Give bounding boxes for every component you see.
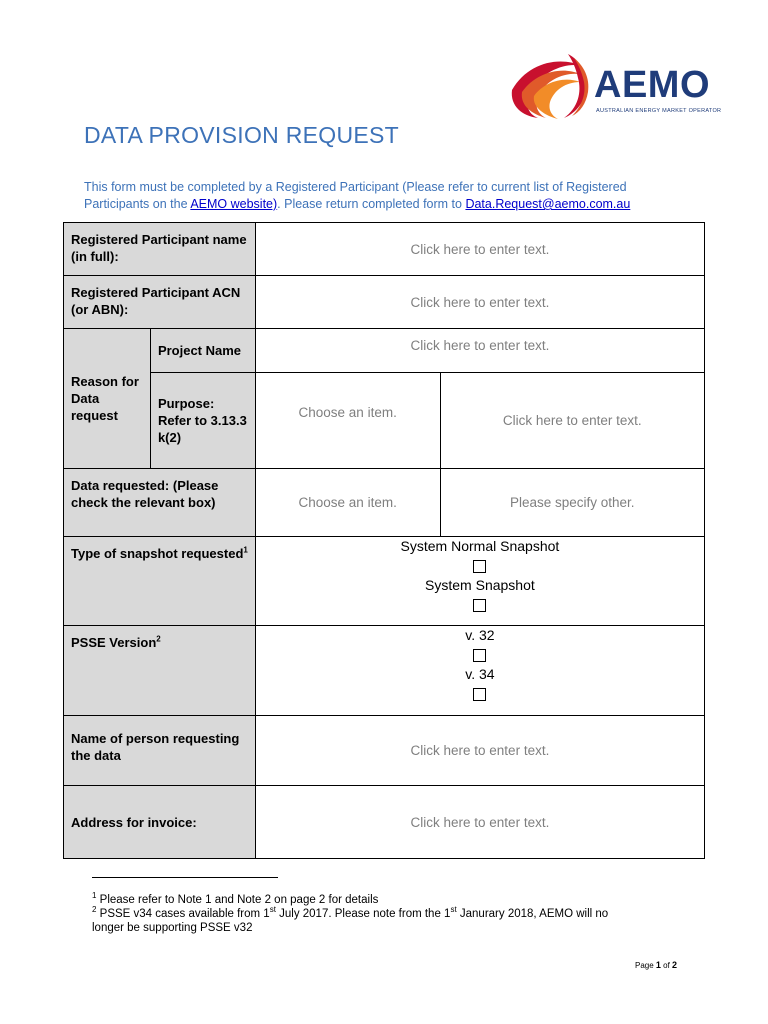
row-invoice-address: [64, 786, 705, 859]
intro-line-2: [84, 196, 675, 213]
psse-v34-checkbox[interactable]: [473, 688, 486, 701]
row-purpose: [64, 373, 705, 469]
psse-v32-checkbox[interactable]: [473, 649, 486, 662]
page-current: 1: [655, 960, 661, 970]
aemo-logo-tagline: AUSTRALIAN ENERGY MARKET OPERATOR: [596, 108, 722, 114]
footnote-separator: [92, 877, 278, 878]
footnote-2-mark: 2: [92, 905, 97, 915]
footnote-1: [92, 893, 692, 907]
footnote-2-sup2: st: [450, 905, 457, 915]
footnote-1-mark: 1: [92, 891, 97, 901]
participant-name-label: Registered Participant name (in full):: [64, 223, 256, 276]
invoice-address-field[interactable]: Click here to enter text.: [255, 786, 704, 859]
footnote-1-text: Please refer to Note 1 and Note 2 on page 2 for details: [96, 894, 379, 906]
footnote-2-line2: longer be supporting PSSE v32: [92, 922, 253, 934]
row-requester-name: [64, 716, 705, 786]
snapshot-option-normal-label: System Normal Snapshot: [400, 538, 560, 554]
requester-name-label: Name of person requesting the data: [64, 716, 256, 786]
purpose-text-field[interactable]: Click here to enter text.: [440, 373, 704, 469]
psse-version-options: [255, 626, 704, 716]
row-data-requested: [64, 469, 705, 537]
row-snapshot-type: [64, 537, 705, 626]
intro-line-1: This form must be completed by a Registered Participant (Please refer to current list of Registered: [84, 180, 627, 194]
purpose-choice-dropdown[interactable]: Choose an item.: [255, 373, 440, 469]
intro-paragraph: [84, 179, 675, 213]
footnote-2-part1: PSSE v34 cases available from 1: [96, 908, 270, 920]
participant-name-field[interactable]: Click here to enter text.: [255, 223, 704, 276]
purpose-label: Purpose: Refer to 3.13.3 k(2): [150, 373, 255, 469]
footnote-2-part3: Janurary 2018, AEMO will no: [456, 908, 609, 920]
row-project-name: [64, 329, 705, 373]
aemo-logo-text: AEMO: [594, 64, 710, 106]
project-name-field[interactable]: Click here to enter text.: [255, 329, 704, 373]
footnote-2-part2: July 2017. Please note from the 1: [275, 908, 451, 920]
row-participant-name: [64, 223, 705, 276]
page-of: of: [660, 961, 673, 970]
page-title: DATA PROVISION REQUEST: [84, 122, 400, 148]
row-participant-acn: [64, 276, 705, 329]
page-number: [635, 960, 677, 970]
snapshot-option-system-label: System Snapshot: [425, 577, 535, 593]
page-prefix: Page: [635, 961, 656, 970]
snapshot-normal-checkbox[interactable]: [473, 560, 486, 573]
participant-acn-field[interactable]: Click here to enter text.: [255, 276, 704, 329]
intro-text-before: Participants on the: [84, 197, 191, 211]
invoice-address-label: Address for invoice:: [64, 786, 256, 859]
request-form-table: [63, 222, 705, 859]
reason-label: Reason for Data request: [64, 329, 151, 469]
requester-name-field[interactable]: Click here to enter text.: [255, 716, 704, 786]
aemo-website-link[interactable]: AEMO website): [190, 197, 278, 211]
participant-acn-label: Registered Participant ACN (or ABN):: [64, 276, 256, 329]
snapshot-type-label: [64, 537, 256, 626]
project-name-label: Project Name: [150, 329, 255, 373]
psse-v34-label: v. 34: [465, 666, 495, 682]
psse-v32-label: v. 32: [465, 627, 495, 643]
data-requested-dropdown[interactable]: Choose an item.: [255, 469, 440, 537]
footnote-2: [92, 907, 692, 935]
psse-version-label-text: PSSE Version: [71, 635, 157, 650]
footnote-ref-2: 2: [156, 634, 161, 644]
page-total: 2: [672, 960, 678, 970]
row-psse-version: [64, 626, 705, 716]
data-request-email-link[interactable]: Data.Request@aemo.com.au: [465, 197, 631, 211]
footnote-2-sup1: st: [269, 905, 276, 915]
data-requested-label: Data requested: (Please check the relevant box): [64, 469, 256, 537]
psse-version-label: [64, 626, 256, 716]
footnote-ref-1: 1: [243, 545, 248, 555]
snapshot-system-checkbox[interactable]: [473, 599, 486, 612]
intro-text-middle: . Please return completed form to: [277, 197, 466, 211]
data-requested-other-field[interactable]: Please specify other.: [440, 469, 704, 537]
snapshot-type-label-text: Type of snapshot requested: [71, 546, 244, 561]
snapshot-type-options: [255, 537, 704, 626]
